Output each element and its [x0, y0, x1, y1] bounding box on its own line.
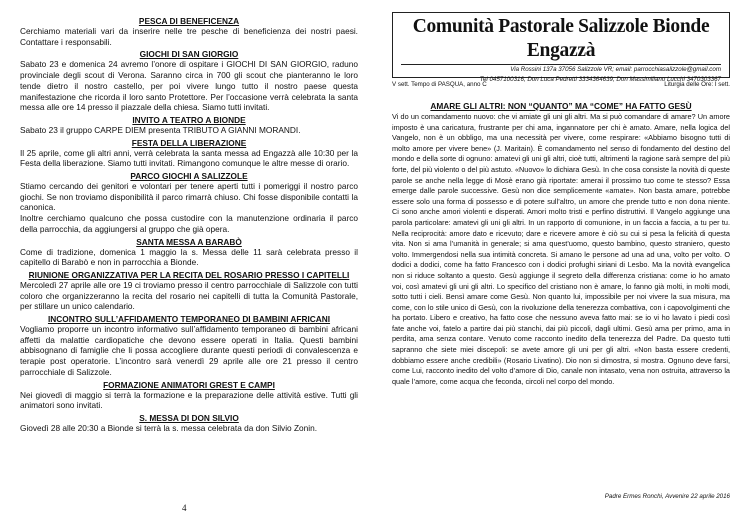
- bulletin-header: [392, 12, 730, 83]
- announcement-body: Sabato 23 e domenica 24 avremo l’onore di ospitare i GIOCHI DI SAN GIORGIO, raduno provinciale degli scout di Verona. Saranno circa in 700 gli scout che pianteranno le loro tende dietro il nostro castello, per poi vivere lungo tutto il nostro paese questa manifestazione che ricorda il loro santo Protettore. Per l’occasione verrà celebrata la santa messa alle ore 14 presso il piazzale della chiesa. Siamo tutti invitati.: [20, 59, 358, 113]
- bulletin-phones: Tel 0457100316, Don Luca Pedretti 3334364639, Don Massimiliano Lucchi 3470303367: [479, 75, 721, 83]
- announcement-body: Vogliamo proporre un incontro informativo sull’affidamento temporaneo di bambini africani affetti da malattie cardiopatiche che devono essere operati in Italia. Questi bambini abbisognano di famiglie che li possa accogliere durante questi periodi di convalescenza e terapie post operatorie. L’incontro sarà venerdì 29 aprile alle ore 21 presso il centro parrocchiale di Salizzole.: [20, 324, 358, 377]
- announcement-title: RIUNIONE ORGANIZZATIVA PER LA RECITA DEL ROSARIO PRESSO I CAPITELLI: [28, 269, 350, 280]
- announcement-title: FESTA DELLA LIBERAZIONE: [131, 137, 247, 148]
- announcement-body: Sabato 23 il gruppo CARPE DIEM presenta TRIBUTO A GIANNI MORANDI.: [20, 124, 301, 135]
- announcement-title: INVITO A TEATRO A BIONDE: [132, 114, 246, 125]
- announcement-title: SANTA MESSA A BARABÒ: [136, 236, 242, 247]
- announcement-title: FORMAZIONE ANIMATORI GREST E CAMPI: [103, 379, 275, 390]
- announcement-body: Il 25 aprile, come gli altri anni, verrà celebrata la santa messa ad Engazzà alle 10:30 per la Festa della liberazione. Siamo tutti invitati. Rimangono comunque le altre messe di orario.: [20, 147, 358, 169]
- page-number: 4: [182, 503, 187, 513]
- announcement: [20, 237, 358, 268]
- announcement-title: GIOCHI DI SAN GIORGIO: [139, 49, 239, 60]
- announcement: [20, 380, 358, 411]
- liturgy-of-hours: Liturgia delle Ore: I sett.: [664, 81, 730, 88]
- announcement-body: Cerchiamo materiali vari da inserire nelle tre pesche di beneficienza dei nostri paesi. Contattare i responsabili.: [20, 26, 358, 47]
- announcement: [20, 16, 358, 47]
- announcement-title: INCONTRO SULL’AFFIDAMENTO TEMPORANEO DI BAMBINI AFRICANI: [47, 314, 331, 325]
- announcement-title: PESCA DI BENEFICENZA: [138, 16, 240, 26]
- announcement: [20, 115, 358, 136]
- article-body: Vi do un comandamento nuovo: che vi amiate gli uni gli altri. Ma si può comandare di amare? Un amore imposto è una caricatura, frustrante per chi ama, ingannatore per chi è amato. Amare, nella logica del Vangelo, non è un obbligo, ma una necessità per vivere, come respirare: «Abbiamo bisogno tutti di molto amore per vivere bene» (J. Maritain). È comandamento nel senso di fondamento del destino del mondo e della sorte di ognuno: amatevi gli uni gli altri, cioè tutti, altrimenti la ragione sarà sempre del più forte, del più violento o del più astuto. «Nuovo» lo dichiara Gesù. In che cosa consiste la novità di queste parole se anche nella legge di Mosè erano già riportate: amerai il prossimo tuo come te stesso? Essa emerge dalle parole successive. Gesù non dice semplicemente «amate». Non basta amare, potrebbe essere solo una forma di possesso e di potere sull’altro, un amore che prende tutto e non dona niente. Ci sono anche amori violenti e disperati. Amori molto tristi e perfino distruttivi. Il Vangelo aggiunge una parola particolare: amatevi gli uni gli altri. In un rapporto di comunione, in un faccia a faccia, a tu per tu. Nella reciprocità: amore dato e ricevuto; dare e ricevere amore è ciò su cui si pesa la felicità di questa vita. Non si ama l’umanità in generale; si ama quest’uomo, questo bambino, questo straniero, questo volto. Immergendosi nella sua intimità concreta. Si amano le persone ad una ad una, volto per volto. O dodici a dodici, come ha fatto Francesco con i dodici profughi siriani di Lesbo. Ma la novità evangelica non si riduce soltanto a questo. Gesù aggiunge il segreto della differenza cristiana: come io ho amato voi, così amatevi gli uni gli altri. Lo specifico del cristiano non è amare, lo fanno già molti, in molti modi, sotto tutti i cieli. Bensì amare come Gesù. Non quanto lui, impossibile per noi vivere la sua misura, ma come, con lo stile unico di Gesù, con la rivoluzione della tenerezza combattiva, con i capovolgimenti che ha portato. Libero e creativo, ha fatto cose che nessuno aveva fatto mai: se io vi ho lavato i piedi così fate anche voi, fatelo a partire dai più stanchi, dai più piccoli, dagli ultimi. Gesù ama per primo, ama in perdita, ama senza contare. Venuto come racconto inedito della tenerezza del Padre. Da questo tutti sapranno che siete miei discepoli: se avete amore gli uni per gli altri. «Non basta essere credenti, dobbiamo essere anche credibili» (Rosario Livatino). Dio non si dimostra, si mostra. Ognuno deve farsi, come Lui, racconto inedito del volto d’amore di Dio, canale non intasato, vena non ostruita, attraverso la quale l’amore, come acqua che feconda, circoli nel corpo del mondo.: [392, 112, 730, 386]
- liturgical-week: V sett. Tempo di PASQUA, anno C: [392, 81, 487, 88]
- announcement-body: Stiamo cercando dei genitori e volontari per tenere aperti tutti i pomeriggi il nostro parco giochi. Se non troviamo disponibilità il parco rimarrà chiuso. Chi fosse disponibile contatti la canonica. Inoltre cerchiamo qualcuno che possa custodire con la manutenzione ordinaria il parco della parrocchia, da aggiungersi al gruppo che già opera.: [20, 181, 358, 234]
- announcement: [20, 270, 358, 312]
- announcement-body: Mercoledì 27 aprile alle ore 19 ci troviamo presso il centro parrocchiale di Salizzole con tutti coloro che organizzeranno la recita del rosario nei capitelli di tutta la Comunità Pastorale, per stillare un unico calendario.: [20, 279, 358, 312]
- announcement-body: Giovedì 28 alle 20:30 a Bionde si terrà la s. messa celebrata da don Silvio Zonin.: [20, 422, 318, 433]
- announcement: [20, 314, 358, 378]
- announcement-body: Come di tradizione, domenica 1 maggio la s. Messa delle 11 sarà celebrata presso il capitello di Barabò e non in parrocchia a Bionde.: [20, 246, 358, 268]
- article-title: AMARE GLI ALTRI: NON “QUANTO” MA “COME” HA FATTO GESÙ: [430, 101, 692, 111]
- announcement: [20, 49, 358, 113]
- announcement-body: Nei giovedì di maggio si terrà la formazione e la preparazione delle attività estive. Tutti gli animatori sono invitati.: [20, 389, 358, 411]
- announcements: [20, 16, 358, 434]
- announcement: [20, 413, 358, 434]
- announcement: [20, 171, 358, 235]
- article-signature: Padre Ermes Ronchi, Avvenire 22 aprile 2016: [604, 493, 730, 500]
- bulletin-title: Comunità Pastorale Salizzole Bionde Engazzà: [401, 15, 721, 65]
- announcement-title: S. MESSA DI DON SILVIO: [139, 412, 239, 423]
- announcement: [20, 138, 358, 169]
- bulletin-address: Via Rossini 137a 37056 Salizzole VR; email: parrocchiasalizzole@gmail.com: [510, 66, 721, 73]
- right-page: [378, 0, 744, 525]
- announcement-title: PARCO GIOCHI A SALIZZOLE: [130, 171, 248, 182]
